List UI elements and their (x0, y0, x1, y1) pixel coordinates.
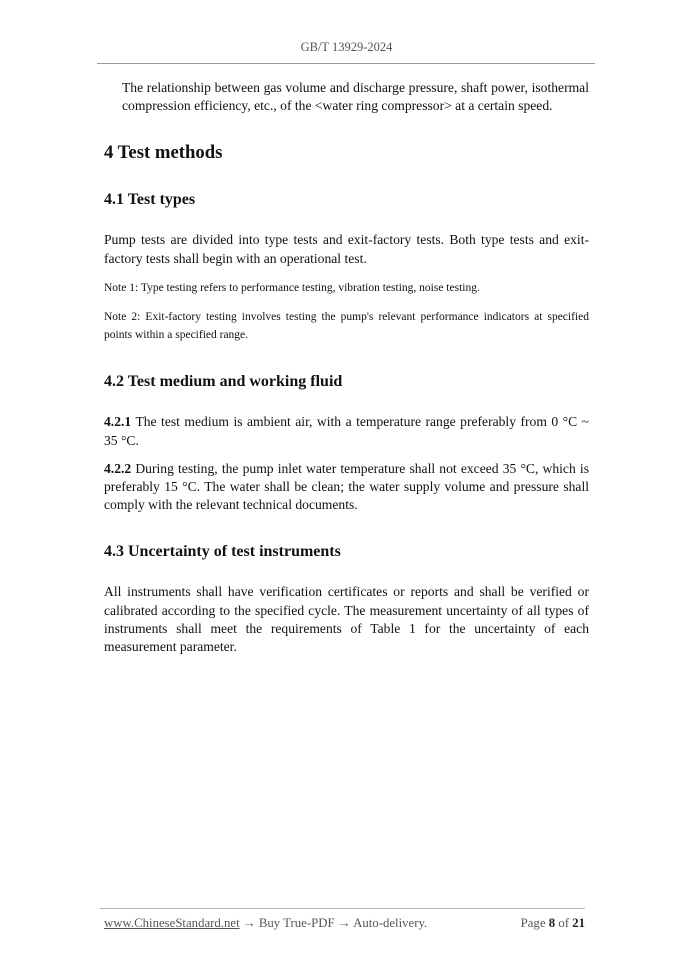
page-body (104, 79, 589, 656)
section-4-1-heading: 4.1 Test types (104, 191, 196, 209)
page-number (521, 916, 585, 931)
note-2: Note 2: Exit-factory testing involves testing the pump's relevant performance indicators at specified points within a specified range. (104, 311, 589, 341)
arrow-icon: → (337, 916, 351, 930)
section-4-heading: 4 Test methods (104, 142, 223, 164)
auto-delivery-text: Auto-delivery. (353, 916, 428, 930)
section-4-1-paragraph: Pump tests are divided into type tests and exit-factory tests. Both type tests and exit-factory tests shall begin with an operational test. (104, 232, 589, 266)
document-header (0, 40, 693, 55)
clause-4-2-2-number: 4.2.2 (104, 460, 132, 476)
arrow-icon: → (242, 916, 256, 930)
section-4-2-heading: 4.2 Test medium and working fluid (104, 373, 343, 391)
intro-paragraph: The relationship between gas volume and discharge pressure, shaft power, isothermal compression efficiency, etc., of the <water ring compressor> at a certain speed. (122, 80, 589, 114)
buy-true-pdf-link[interactable]: Buy True-PDF (258, 916, 335, 930)
page-label: Page (520, 916, 546, 930)
clause-4-2-1 (104, 413, 589, 449)
website-link[interactable]: www.ChineseStandard.net (104, 916, 240, 930)
section-4-3-paragraph: All instruments shall have verification certificates or reports and shall be verified or calibrated according to the specified cycle. The measurement uncertainty of all types of instruments shall meet the requirements of Table 1 for the uncertainty of each measurement parameter. (104, 584, 589, 654)
footer-divider (100, 908, 585, 909)
total-pages: 21 (572, 916, 585, 930)
clause-4-2-2-text: During testing, the pump inlet water temperature shall not exceed 35 °C, which is preferably 15 °C. The water shall be clean; the water supply volume and pressure shall comply with the relevant technical documents. (104, 460, 589, 513)
header-divider (97, 63, 595, 64)
clause-4-2-1-text: The test medium is ambient air, with a temperature range preferably from 0 °C ~ 35 °C. (104, 414, 590, 448)
clause-4-2-2 (104, 460, 589, 515)
document-id: GB/T 13929-2024 (300, 40, 393, 54)
note-1: Note 1: Type testing refers to performance testing, vibration testing, noise testing. (104, 281, 480, 294)
clause-4-2-1-number: 4.2.1 (104, 414, 132, 430)
current-page: 8 (548, 916, 556, 930)
section-4-3-heading: 4.3 Uncertainty of test instruments (104, 543, 341, 561)
footer-links (104, 916, 427, 931)
of-label: of (558, 916, 569, 930)
